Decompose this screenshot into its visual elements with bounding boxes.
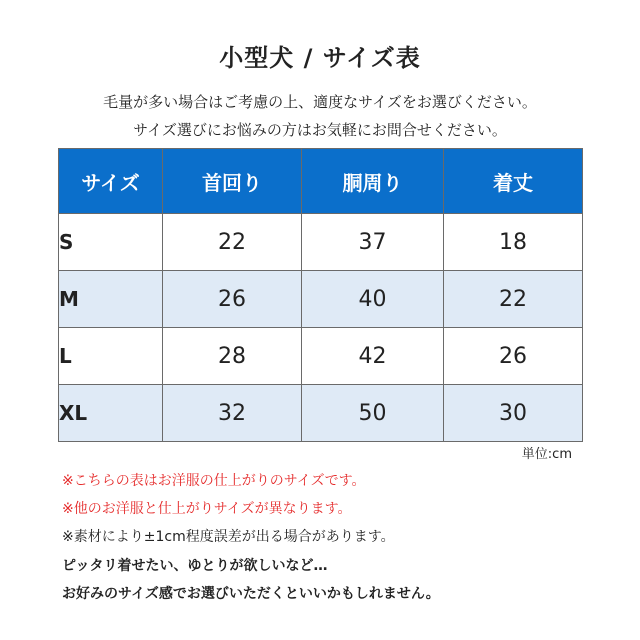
cell-chest: 50 — [302, 385, 444, 442]
note-tolerance: ※素材により±1cm程度誤差が出る場合があります。 — [62, 529, 395, 545]
row-size-label: XL — [59, 385, 163, 442]
note-size-difference: ※他のお洋服と仕上がりサイズが異なります。 — [62, 501, 352, 517]
header-length: 着丈 — [444, 149, 583, 214]
header-size: サイズ — [59, 149, 163, 214]
note-fit-preference: ピッタリ着せたい、ゆとりが欲しいなど… — [62, 558, 328, 574]
cell-chest: 37 — [302, 214, 444, 271]
table-row — [59, 328, 583, 385]
note-choose-size: お好みのサイズ感でお選びいただくといいかもしれません。 — [62, 586, 440, 602]
row-size-label: M — [59, 271, 163, 328]
size-table — [58, 148, 583, 442]
row-size-label: S — [59, 214, 163, 271]
unit-label: 単位:cm — [521, 447, 572, 462]
cell-length: 26 — [444, 328, 583, 385]
cell-chest: 42 — [302, 328, 444, 385]
cell-neck: 28 — [163, 328, 302, 385]
header-neck: 首回り — [163, 149, 302, 214]
header-chest: 胴周り — [302, 149, 444, 214]
cell-length: 22 — [444, 271, 583, 328]
cell-neck: 26 — [163, 271, 302, 328]
cell-neck: 32 — [163, 385, 302, 442]
table-row — [59, 214, 583, 271]
table-row — [59, 271, 583, 328]
table-header-row — [59, 149, 583, 214]
intro-line-1: 毛量が多い場合はご考慮の上、適度なサイズをお選びください。 — [103, 93, 537, 111]
cell-neck: 22 — [163, 214, 302, 271]
cell-chest: 40 — [302, 271, 444, 328]
note-finished-size: ※こちらの表はお洋服の仕上がりのサイズです。 — [62, 473, 366, 489]
row-size-label: L — [59, 328, 163, 385]
page-title: 小型犬 / サイズ表 — [219, 44, 421, 72]
cell-length: 18 — [444, 214, 583, 271]
cell-length: 30 — [444, 385, 583, 442]
table-row — [59, 385, 583, 442]
intro-line-2: サイズ選びにお悩みの方はお気軽にお問合せください。 — [133, 121, 507, 139]
